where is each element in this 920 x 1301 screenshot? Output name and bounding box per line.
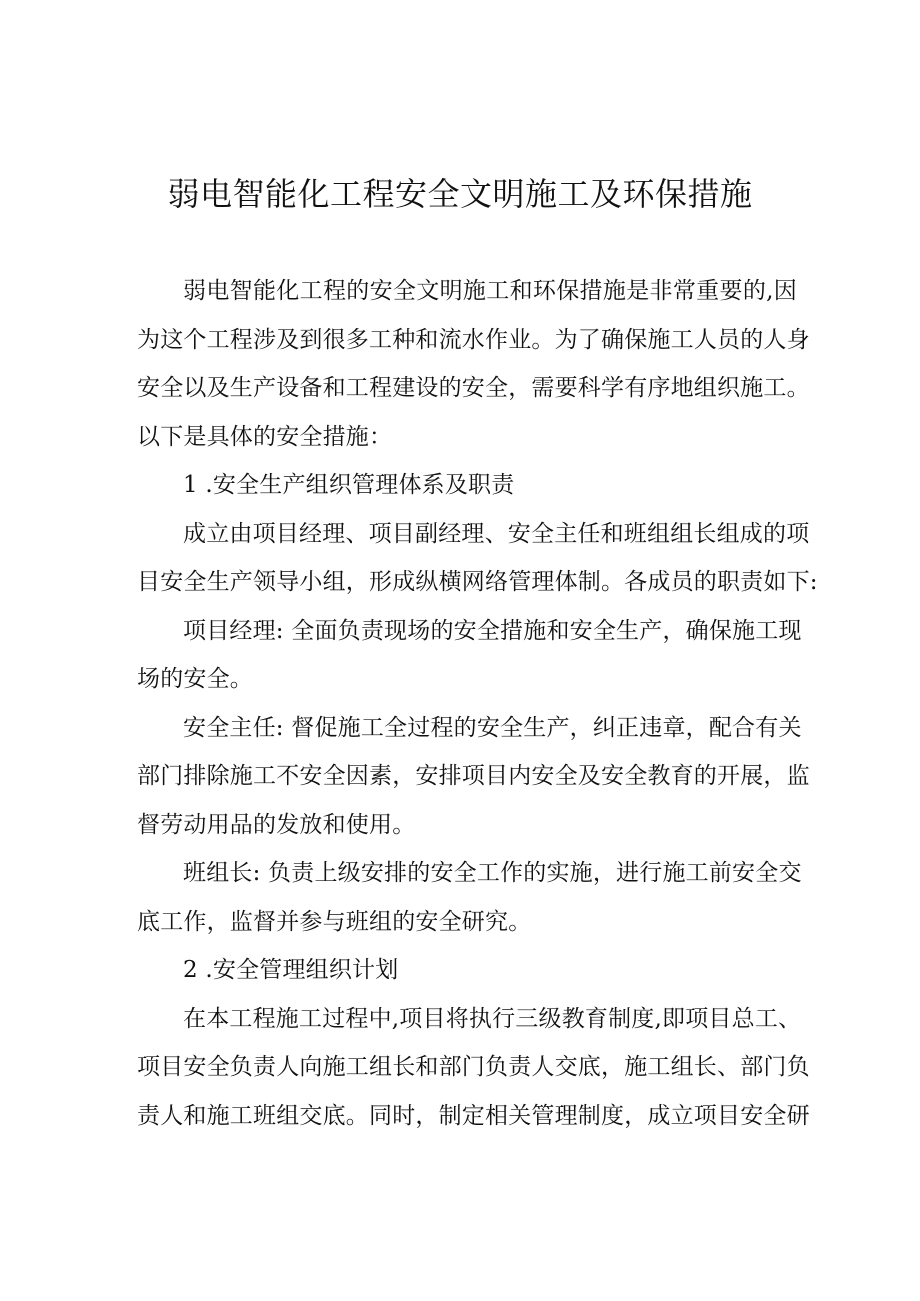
text-line: 弱电智能化工程的安全文明施工和环保措施是非常重要的,因 <box>183 278 797 304</box>
text-line: 安全主任: 督促施工全过程的安全生产，纠正违章，配合有关 <box>183 714 802 741</box>
text-line: 成立由项目经理、项目副经理、安全主任和班组组长组成的项 <box>183 520 810 547</box>
text-line: 2 .安全管理组织计划 <box>183 957 399 983</box>
text-line: 目安全生产领导小组，形成纵横网络管理体制。各成员的职责如下: <box>137 569 818 595</box>
document-body <box>137 267 818 1140</box>
text-line: 项目安全负责人向施工组长和部门负责人交底，施工组长、部门负 <box>137 1054 810 1080</box>
text-line: 场的安全。 <box>137 666 253 692</box>
text-line: 责人和施工班组交底。同时，制定相关管理制度，成立项目安全研 <box>137 1102 810 1129</box>
text-line: 以下是具体的安全措施： <box>137 423 393 450</box>
document-title: 弱电智能化工程安全文明施工及环保措施 <box>167 175 753 213</box>
text-line: 督劳动用品的发放和使用。 <box>137 811 416 838</box>
text-line: 底工作，监督并参与班组的安全研究。 <box>137 908 532 935</box>
text-line: 在本工程施工过程中,项目将执行三级教育制度,即项目总工、 <box>183 1005 802 1032</box>
text-line: 项目经理: 全面负责现场的安全措施和安全生产，确保施工现 <box>183 617 802 644</box>
text-line: 1 .安全生产组织管理体系及职责 <box>183 472 515 498</box>
text-line: 班组长: 负责上级安排的安全工作的实施，进行施工前安全交 <box>183 860 802 886</box>
text-line: 部门排除施工不安全因素，安排项目内安全及安全教育的开展，监 <box>137 763 810 789</box>
text-line: 为这个工程涉及到很多工种和流水作业。为了确保施工人员的人身 <box>137 326 810 353</box>
text-line: 安全以及生产设备和工程建设的安全，需要科学有序地组织施工。 <box>137 375 810 401</box>
